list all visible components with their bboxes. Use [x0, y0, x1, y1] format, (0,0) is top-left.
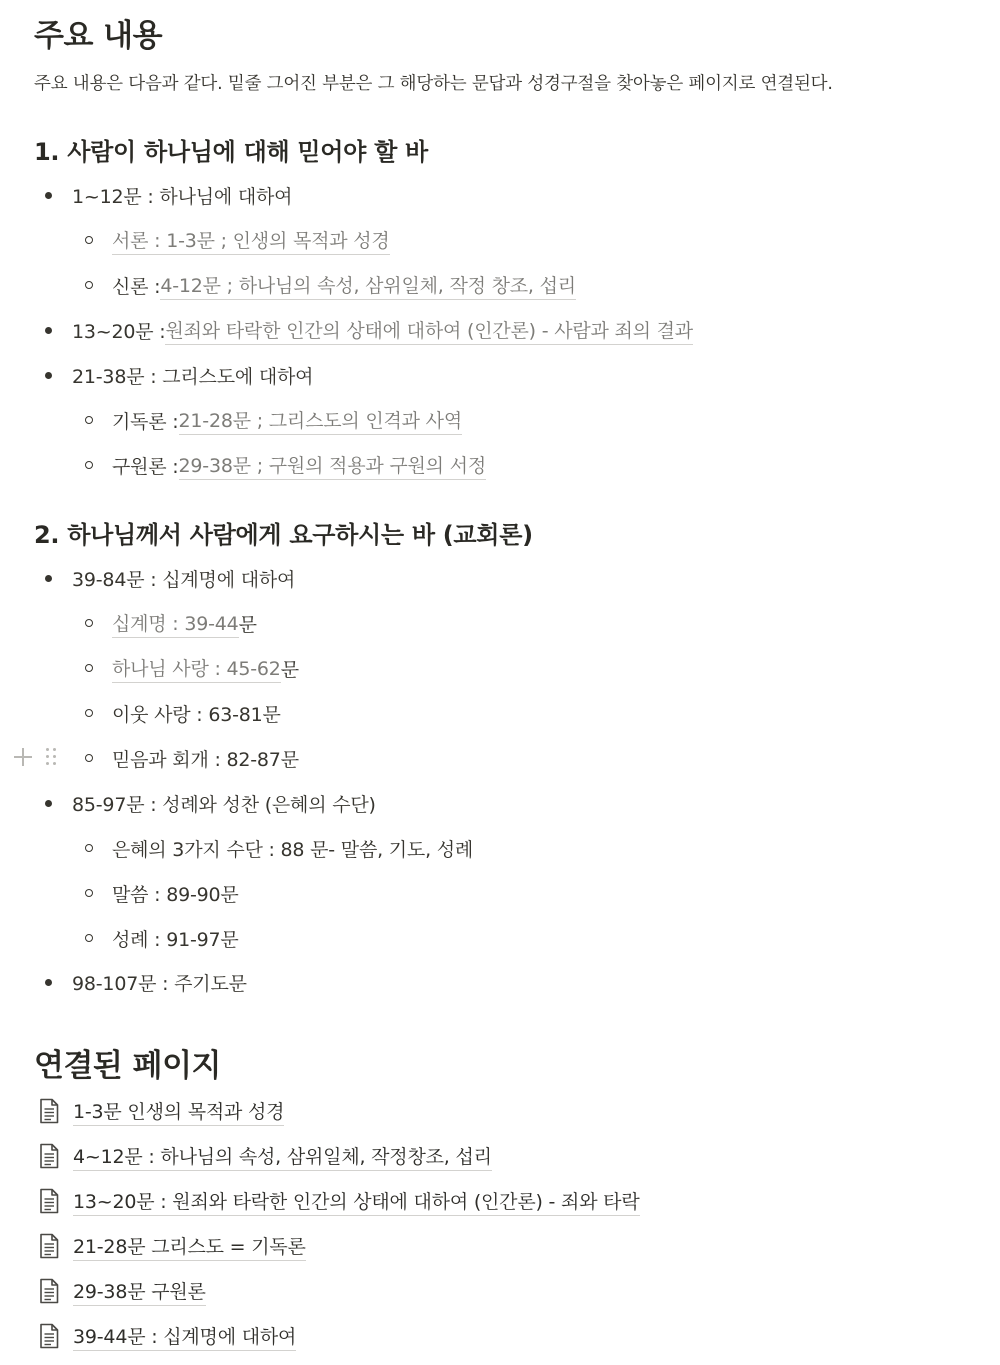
- page-document-icon: [38, 1188, 60, 1214]
- page-link[interactable]: 십계명 : 39-44: [112, 609, 239, 638]
- page-document-icon: [38, 1323, 60, 1349]
- bullet-icon: [42, 327, 72, 334]
- page-link[interactable]: 21-28문 ; 그리스도의 인격과 사역: [179, 406, 462, 435]
- section2-heading: 2. 하나님께서 사람에게 요구하시는 바 (교회론): [34, 521, 533, 549]
- list-text: 1~12문 : 하나님에 대하여: [72, 185, 293, 208]
- list-text: 은혜의 3가지 수단 : 88 문- 말씀, 기도, 성례: [112, 838, 474, 861]
- block-hover-controls: [14, 745, 56, 769]
- bullet-icon: [82, 236, 112, 244]
- list-text: 문: [238, 613, 257, 636]
- list-text: 13~20문 :: [72, 320, 166, 343]
- list-text: 믿음과 회개 : 82-87문: [112, 748, 299, 771]
- bullet-icon: [42, 800, 72, 807]
- list-item: [82, 405, 462, 435]
- page-link[interactable]: 서론 : 1-3문 ; 인생의 목적과 성경: [112, 226, 390, 255]
- page-link[interactable]: 하나님 사랑 : 45-62: [112, 654, 281, 683]
- bullet-icon: [82, 889, 112, 897]
- page-link[interactable]: 4-12문 ; 하나님의 속성, 삼위일체, 작정 창조, 섭리: [160, 271, 576, 300]
- plus-icon[interactable]: [14, 748, 32, 766]
- page-document-icon: [38, 1278, 60, 1304]
- list-text: 구원론 :: [112, 455, 179, 478]
- intro-paragraph: 주요 내용은 다음과 같다. 밑줄 그어진 부분은 그 해당하는 문답과 성경구절을 찾아놓은 페이지로 연결된다.: [34, 74, 833, 94]
- list-text: 기독론 :: [112, 410, 179, 433]
- bullet-icon: [82, 934, 112, 942]
- linked-page-title[interactable]: 39-44문 : 십계명에 대하여: [73, 1322, 296, 1351]
- bullet-icon: [42, 979, 72, 986]
- list-text: 39-84문 : 십계명에 대하여: [72, 568, 296, 591]
- list-item: [42, 360, 313, 390]
- linked-page-title[interactable]: 4~12문 : 하나님의 속성, 삼위일체, 작정창조, 섭리: [73, 1142, 492, 1171]
- list-item: [42, 788, 376, 818]
- bullet-icon: [82, 281, 112, 289]
- list-item: [82, 923, 239, 953]
- page-document-icon: [38, 1143, 60, 1169]
- linked-page-title[interactable]: 13~20문 : 원죄와 타락한 인간의 상태에 대하여 (인간론) - 죄와 타락: [73, 1187, 640, 1216]
- bullet-icon: [82, 754, 112, 762]
- list-text: 신론 :: [112, 275, 161, 298]
- list-item: [42, 563, 295, 593]
- list-item: [42, 315, 693, 345]
- list-item: [82, 450, 486, 480]
- list-item: [42, 967, 247, 997]
- list-text: 98-107문 : 주기도문: [72, 972, 247, 995]
- page-heading: 주요 내용: [34, 18, 163, 54]
- bullet-icon: [82, 461, 112, 469]
- linked-page-item[interactable]: [38, 1185, 640, 1217]
- bullet-icon: [82, 709, 112, 717]
- page-link[interactable]: 원죄와 타락한 인간의 상태에 대하여 (인간론) - 사람과 죄의 결과: [165, 316, 693, 345]
- linked-page-title[interactable]: 1-3문 인생의 목적과 성경: [73, 1097, 284, 1126]
- linked-pages-heading: 연결된 페이지: [34, 1048, 221, 1084]
- bullet-icon: [82, 619, 112, 627]
- bullet-icon: [82, 664, 112, 672]
- page-link[interactable]: 29-38문 ; 구원의 적용과 구원의 서정: [179, 451, 486, 480]
- linked-page-title[interactable]: 29-38문 구원론: [73, 1277, 206, 1306]
- list-item: [82, 698, 281, 728]
- list-item: [82, 270, 576, 300]
- list-item: [82, 608, 257, 638]
- list-text: 말씀 : 89-90문: [112, 883, 239, 906]
- page-document-icon: [38, 1233, 60, 1259]
- linked-page-item[interactable]: [38, 1320, 296, 1352]
- linked-page-item[interactable]: [38, 1275, 206, 1307]
- list-item: [82, 743, 299, 773]
- bullet-icon: [82, 416, 112, 424]
- linked-page-item[interactable]: [38, 1230, 306, 1262]
- bullet-icon: [42, 192, 72, 199]
- linked-page-item[interactable]: [38, 1140, 492, 1172]
- page-document-icon: [38, 1098, 60, 1124]
- linked-page-title[interactable]: 21-28문 그리스도 = 기독론: [73, 1232, 306, 1261]
- drag-handle-icon[interactable]: [46, 748, 56, 766]
- list-text: 문: [280, 658, 299, 681]
- list-item: [82, 878, 239, 908]
- list-item: [42, 180, 292, 210]
- list-text: 85-97문 : 성례와 성찬 (은혜의 수단): [72, 793, 376, 816]
- list-item: [82, 833, 473, 863]
- list-text: 21-38문 : 그리스도에 대하여: [72, 365, 314, 388]
- bullet-icon: [42, 575, 72, 582]
- list-item: [82, 653, 299, 683]
- section1-heading: 1. 사람이 하나님에 대해 믿어야 할 바: [34, 138, 428, 166]
- bullet-icon: [42, 372, 72, 379]
- list-text: 이웃 사랑 : 63-81문: [112, 703, 281, 726]
- bullet-icon: [82, 844, 112, 852]
- list-item: [82, 225, 390, 255]
- list-text: 성례 : 91-97문: [112, 928, 239, 951]
- linked-page-item[interactable]: [38, 1095, 284, 1127]
